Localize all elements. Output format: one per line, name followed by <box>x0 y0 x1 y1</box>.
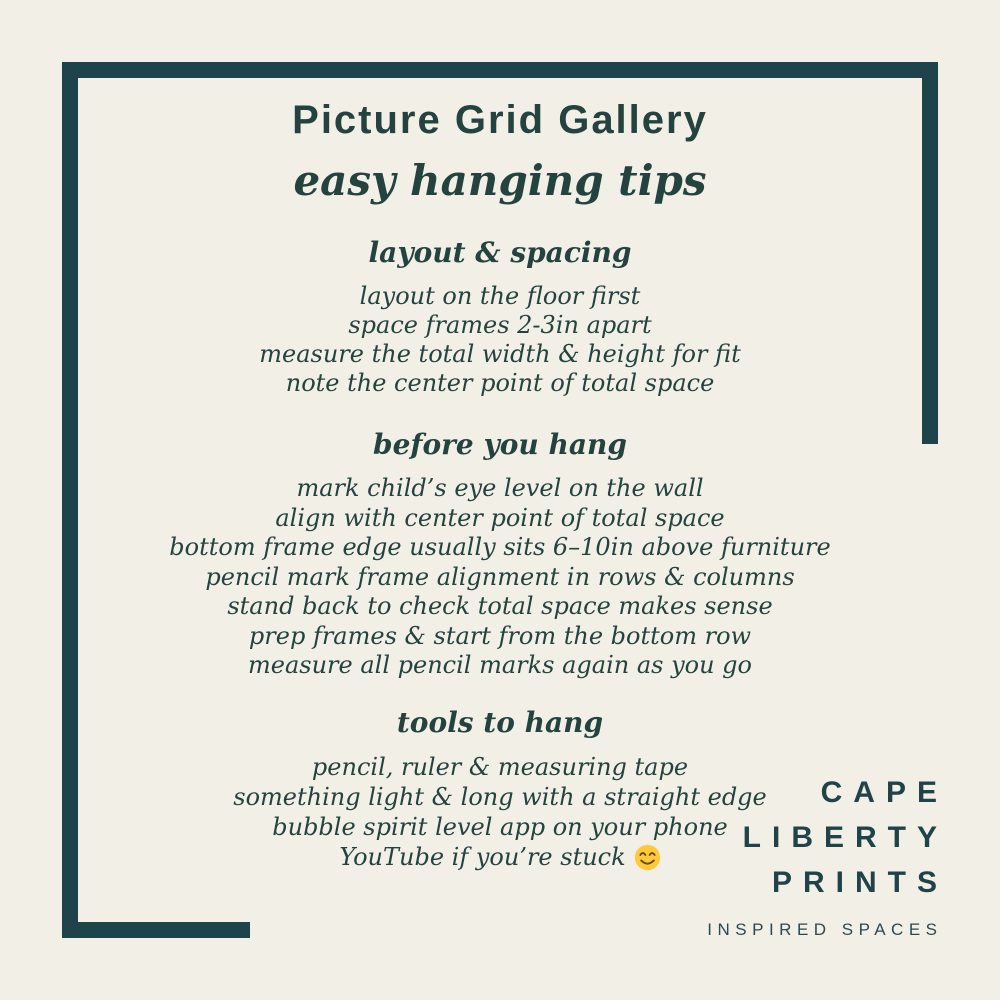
tip-line: pencil mark frame alignment in rows & columns <box>205 562 795 591</box>
tip-line: mark child’s eye level on the wall <box>296 474 704 502</box>
smiling-face-emoji-icon <box>634 844 661 871</box>
section-heading: before you hang <box>373 428 627 461</box>
tip-line: measure the total width & height for fit <box>259 340 741 368</box>
tip-line-text: YouTube if you’re stuck <box>339 843 626 871</box>
section-heading: layout & spacing <box>368 236 632 269</box>
brand-word: PRINTS <box>771 866 948 899</box>
tip-line: something light & long with a straight edge <box>233 783 767 811</box>
tip-line: bottom frame edge usually sits 6–10in above furniture <box>169 533 831 561</box>
tip-line: prep frames & start from the bottom row <box>248 621 752 650</box>
section-layout-spacing <box>0 236 1000 398</box>
brand-word: LIBERTY <box>742 821 948 854</box>
tip-line: measure all pencil marks again as you go <box>247 651 752 679</box>
brand-word: CAPE <box>820 776 948 809</box>
tip-line: layout on the floor first <box>359 282 641 310</box>
section-before-you-hang <box>0 428 1000 681</box>
tip-line: align with center point of total space <box>275 503 725 532</box>
frame-border-top <box>62 62 938 78</box>
page-subtitle: easy hanging tips <box>293 156 707 205</box>
tip-line: bubble spirit level app on your phone <box>272 813 728 841</box>
page-title: Picture Grid Gallery <box>292 98 708 142</box>
brand-tagline: INSPIRED SPACES <box>707 920 943 939</box>
section-heading: tools to hang <box>396 706 604 739</box>
tip-line: space frames 2-3in apart <box>348 311 652 339</box>
frame-border-bottom <box>62 922 250 938</box>
tip-line: pencil, ruler & measuring tape <box>311 753 689 781</box>
brand-logo <box>707 770 948 940</box>
tip-line: stand back to check total space makes sense <box>227 592 773 620</box>
tip-line: note the center point of total space <box>285 369 715 397</box>
